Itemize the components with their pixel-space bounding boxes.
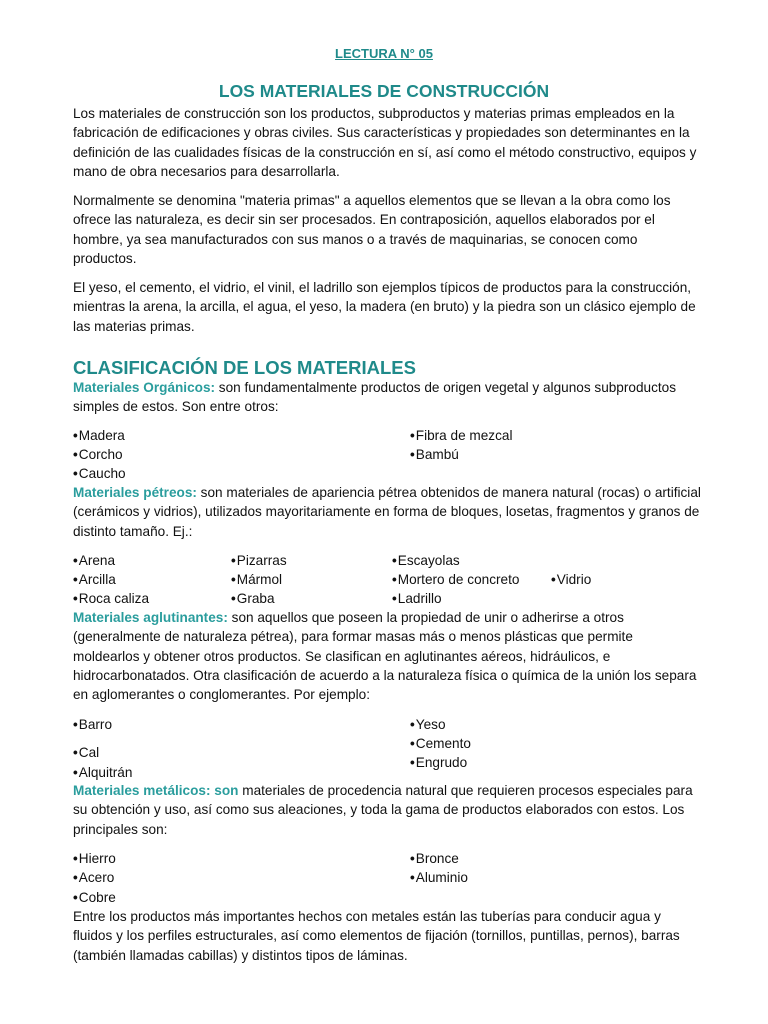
list-item: • Yeso	[410, 715, 446, 734]
list-item: • Fibra de mezcal	[410, 426, 512, 445]
petreos-text: son materiales de apariencia pétrea obtenidos de manera natural (rocas) o artificial (cerámicos y vidrios), utilizados mayoritariamente en forma de bloques, losetas, fragmentos y granos de distinto tamaño. Ej.:	[73, 485, 701, 539]
list-item: • Madera	[73, 426, 125, 445]
aglutinantes-label: Materiales aglutinantes:	[73, 610, 228, 625]
intro-paragraph-3: El yeso, el cemento, el vidrio, el vinil, el ladrillo son ejemplos típicos de productos para la construcción, mientras la arena, la arcilla, el agua, el yeso, la madera (en bruto) y la piedra son un clásico ejemplo de las materias primas.	[73, 280, 696, 334]
list-item: • Aluminio	[410, 868, 468, 887]
list-item: • Graba	[231, 589, 275, 608]
list-item: • Cobre	[73, 888, 116, 907]
aglutinantes-text: son aquellos que poseen la propiedad de unir o adherirse a otros (generalmente de naturaleza pétrea), para formar masas más o menos plásticas que permite moldearlos y obtener otros productos. Se clasifican en aglutinantes aéreos, hidráulicos, e hidrocarbonatados. Otra clasificación de acuerdo a la naturaleza física o química de la unión los separa en aglomerantes o conglomerantes. Por ejemplo:	[73, 610, 697, 703]
organicos-label: Materiales Orgánicos:	[73, 380, 216, 395]
list-item: • Barro	[73, 715, 112, 734]
reading-number: LECTURA N° 05	[335, 46, 433, 61]
list-item: • Corcho	[73, 445, 123, 464]
petreos-label: Materiales pétreos:	[73, 485, 197, 500]
list-item: • Arcilla	[73, 570, 116, 589]
list-item: • Alquitrán	[73, 763, 132, 782]
petreos-paragraph	[73, 483, 703, 541]
list-item: • Ladrillo	[392, 589, 442, 608]
list-item: • Caucho	[73, 464, 126, 483]
organicos-text: son fundamentalmente productos de origen vegetal y algunos subproductos simples de estos. Son entre otros:	[73, 380, 677, 415]
list-item: • Engrudo	[410, 753, 467, 772]
list-item: • Cemento	[410, 734, 471, 753]
list-item: • Hierro	[73, 849, 116, 868]
classification-heading: CLASIFICACIÓN DE LOS MATERIALES	[73, 357, 416, 378]
list-item: • Arena	[73, 551, 115, 570]
list-item: • Roca caliza	[73, 589, 149, 608]
list-item: • Mortero de concreto	[392, 570, 519, 589]
metalicos-paragraph	[73, 781, 703, 839]
list-item: • Escayolas	[392, 551, 460, 570]
list-item: • Bronce	[410, 849, 459, 868]
list-item: • Mármol	[231, 570, 282, 589]
metalicos-label: Materiales metálicos: son	[73, 783, 239, 798]
aglutinantes-paragraph	[73, 608, 703, 704]
intro-paragraph-2: Normalmente se denomina "materia primas" a aquellos elementos que se llevan a la obra como los ofrece las naturaleza, es decir sin ser procesados. En contraposición, aquellos elaborados por el hombre, ya sea manufacturados con sus manos o a través de maquinarias, se conocen como productos.	[73, 193, 671, 266]
list-item: • Vidrio	[551, 570, 591, 589]
list-item: • Cal	[73, 743, 99, 762]
organicos-paragraph	[73, 378, 703, 417]
page-title: LOS MATERIALES DE CONSTRUCCIÓN	[218, 81, 550, 101]
intro-paragraph-1: Los materiales de construcción son los productos, subproductos y materias primas empleados en la fabricación de edificaciones y obras civiles. Sus características y propiedades son determinantes en la definición de las cualidades físicas de la construcción en sí, así como el método constructivo, equipos y mano de obra necesarios para desarrollarla.	[73, 106, 697, 179]
closing-paragraph: Entre los productos más importantes hechos con metales están las tuberías para conducir agua y fluidos y los perfiles estructurales, así como elementos de fijación (tornillos, puntillas, pernos), barras (también llamadas cabillas) y distintos tipos de láminas.	[73, 909, 680, 963]
metalicos-text: materiales de procedencia natural que requieren procesos especiales para su obtención y uso, así como sus aleaciones, y toda la gama de productos elaborados con estos. Los principales son:	[73, 783, 693, 837]
list-item: • Acero	[73, 868, 114, 887]
list-item: • Bambú	[410, 445, 459, 464]
list-item: • Pizarras	[231, 551, 287, 570]
